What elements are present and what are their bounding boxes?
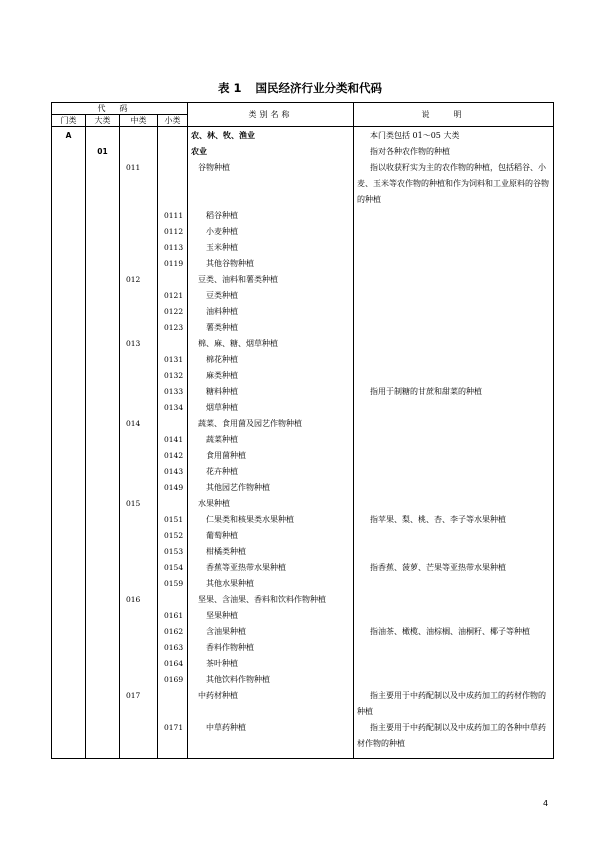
table-row: [52, 368, 554, 384]
cell-category-name: 柑橘类种植: [188, 544, 354, 560]
cell-category-name: 农、林、牧、渔业: [188, 127, 354, 145]
cell-da-code: [86, 400, 120, 416]
cell-category-name: 薯类种植: [188, 320, 354, 336]
cell-xiao-code: 0122: [158, 304, 188, 320]
cell-men-code: [52, 464, 86, 480]
cell-xiao-code: 0171: [158, 720, 188, 759]
cell-zhong-code: 016: [120, 592, 158, 608]
cell-da-code: [86, 288, 120, 304]
cell-men-code: [52, 544, 86, 560]
cell-da-code: [86, 576, 120, 592]
cell-men-code: [52, 256, 86, 272]
cell-zhong-code: [120, 320, 158, 336]
table-row: [52, 720, 554, 759]
cell-description: 指主要用于中药配制以及中成药加工的各种中草药材作物的种植: [354, 720, 554, 759]
cell-zhong-code: [120, 400, 158, 416]
table-body: [52, 127, 554, 759]
table-row: [52, 256, 554, 272]
cell-da-code: [86, 208, 120, 224]
cell-xiao-code: [158, 496, 188, 512]
cell-xiao-code: 0141: [158, 432, 188, 448]
cell-description: 指对各种农作物的种植: [354, 144, 554, 160]
cell-xiao-code: 0161: [158, 608, 188, 624]
cell-xiao-code: 0131: [158, 352, 188, 368]
cell-men-code: [52, 304, 86, 320]
cell-da-code: [86, 544, 120, 560]
cell-zhong-code: 013: [120, 336, 158, 352]
cell-description: 指香蕉、菠萝、芒果等亚热带水果种植: [354, 560, 554, 576]
cell-men-code: [52, 480, 86, 496]
table-row: [52, 432, 554, 448]
cell-description: [354, 272, 554, 288]
cell-men-code: [52, 208, 86, 224]
cell-men-code: [52, 272, 86, 288]
cell-men-code: [52, 448, 86, 464]
header-xiao: 小类: [158, 115, 188, 127]
cell-da-code: [86, 624, 120, 640]
cell-men-code: [52, 560, 86, 576]
table-row: [52, 640, 554, 656]
cell-men-code: [52, 240, 86, 256]
cell-zhong-code: [120, 368, 158, 384]
cell-category-name: 坚果种植: [188, 608, 354, 624]
page-number: 4: [543, 799, 549, 808]
cell-zhong-code: [120, 480, 158, 496]
cell-zhong-code: [120, 640, 158, 656]
cell-zhong-code: [120, 464, 158, 480]
cell-zhong-code: 012: [120, 272, 158, 288]
header-zhong: 中类: [120, 115, 158, 127]
cell-zhong-code: [120, 560, 158, 576]
cell-men-code: [52, 528, 86, 544]
table-row: [52, 320, 554, 336]
cell-xiao-code: 0164: [158, 656, 188, 672]
cell-men-code: [52, 416, 86, 432]
cell-da-code: [86, 560, 120, 576]
cell-description: [354, 544, 554, 560]
cell-description: [354, 416, 554, 432]
cell-da-code: [86, 656, 120, 672]
cell-description: [354, 528, 554, 544]
cell-da-code: [86, 464, 120, 480]
cell-category-name: 谷物种植: [188, 160, 354, 208]
cell-zhong-code: [120, 672, 158, 688]
cell-category-name: 稻谷种植: [188, 208, 354, 224]
cell-zhong-code: [120, 512, 158, 528]
cell-men-code: [52, 432, 86, 448]
cell-men-code: [52, 592, 86, 608]
cell-da-code: [86, 512, 120, 528]
table-row: [52, 544, 554, 560]
cell-men-code: [52, 640, 86, 656]
header-description: 说明: [354, 103, 554, 127]
cell-description: [354, 336, 554, 352]
table-row: [52, 304, 554, 320]
cell-xiao-code: [158, 416, 188, 432]
cell-men-code: [52, 688, 86, 720]
cell-description: [354, 288, 554, 304]
cell-zhong-code: [120, 208, 158, 224]
cell-category-name: 仁果类和核果类水果种植: [188, 512, 354, 528]
cell-category-name: 小麦种植: [188, 224, 354, 240]
cell-zhong-code: [120, 720, 158, 759]
cell-zhong-code: [120, 304, 158, 320]
table-row: [52, 224, 554, 240]
cell-category-name: 香蕉等亚热带水果种植: [188, 560, 354, 576]
table-row: [52, 336, 554, 352]
table-row: [52, 672, 554, 688]
cell-description: 指用于制糖的甘蔗和甜菜的种植: [354, 384, 554, 400]
cell-da-code: [86, 528, 120, 544]
cell-description: [354, 208, 554, 224]
table-row: [52, 528, 554, 544]
cell-da-code: [86, 480, 120, 496]
cell-men-code: [52, 320, 86, 336]
cell-xiao-code: [158, 272, 188, 288]
cell-da-code: [86, 224, 120, 240]
cell-xiao-code: 0163: [158, 640, 188, 656]
table-row: [52, 144, 554, 160]
cell-da-code: [86, 720, 120, 759]
cell-zhong-code: [120, 384, 158, 400]
cell-men-code: [52, 224, 86, 240]
cell-category-name: 含油果种植: [188, 624, 354, 640]
cell-description: [354, 480, 554, 496]
cell-da-code: [86, 448, 120, 464]
cell-xiao-code: [158, 336, 188, 352]
cell-description: [354, 592, 554, 608]
cell-da-code: [86, 608, 120, 624]
cell-zhong-code: 015: [120, 496, 158, 512]
cell-da-code: [86, 496, 120, 512]
cell-men-code: [52, 656, 86, 672]
cell-category-name: 葡萄种植: [188, 528, 354, 544]
cell-description: [354, 400, 554, 416]
cell-da-code: [86, 160, 120, 208]
cell-category-name: 棉、麻、糖、烟草种植: [188, 336, 354, 352]
cell-xiao-code: [158, 127, 188, 145]
header-da: 大类: [86, 115, 120, 127]
cell-xiao-code: 0121: [158, 288, 188, 304]
cell-xiao-code: 0112: [158, 224, 188, 240]
cell-men-code: [52, 336, 86, 352]
cell-men-code: [52, 672, 86, 688]
cell-men-code: [52, 368, 86, 384]
cell-zhong-code: [120, 352, 158, 368]
cell-xiao-code: 0154: [158, 560, 188, 576]
table-number: 表 1: [217, 81, 242, 95]
cell-description: [354, 368, 554, 384]
cell-zhong-code: [120, 576, 158, 592]
cell-zhong-code: [120, 288, 158, 304]
cell-da-code: [86, 240, 120, 256]
cell-category-name: 农业: [188, 144, 354, 160]
cell-xiao-code: 0132: [158, 368, 188, 384]
cell-description: 指以收获籽实为主的农作物的种植，包括稻谷、小麦、玉米等农作物的种植和作为饲料和工业原料的谷物的种植: [354, 160, 554, 208]
cell-men-code: [52, 608, 86, 624]
cell-category-name: 坚果、含油果、香料和饮料作物种植: [188, 592, 354, 608]
cell-zhong-code: [120, 544, 158, 560]
cell-category-name: 麻类种植: [188, 368, 354, 384]
table-row: [52, 560, 554, 576]
cell-da-code: [86, 672, 120, 688]
table-row: [52, 416, 554, 432]
cell-men-code: [52, 352, 86, 368]
cell-xiao-code: [158, 144, 188, 160]
cell-xiao-code: 0143: [158, 464, 188, 480]
cell-category-name: 蔬菜、食用菌及园艺作物种植: [188, 416, 354, 432]
cell-xiao-code: 0133: [158, 384, 188, 400]
table-row: [52, 240, 554, 256]
cell-category-name: 花卉种植: [188, 464, 354, 480]
table-row: [52, 624, 554, 640]
cell-men-code: [52, 384, 86, 400]
cell-category-name: 其他园艺作物种植: [188, 480, 354, 496]
cell-category-name: 豆类种植: [188, 288, 354, 304]
cell-category-name: 水果种植: [188, 496, 354, 512]
cell-xiao-code: 0152: [158, 528, 188, 544]
cell-category-name: 其他饮料作物种植: [188, 672, 354, 688]
table-row: [52, 400, 554, 416]
cell-xiao-code: 0134: [158, 400, 188, 416]
cell-men-code: [52, 160, 86, 208]
table-row: [52, 127, 554, 145]
cell-zhong-code: [120, 127, 158, 145]
cell-zhong-code: [120, 528, 158, 544]
industry-classification-table: [51, 102, 554, 759]
cell-da-code: [86, 336, 120, 352]
cell-description: [354, 304, 554, 320]
cell-xiao-code: 0123: [158, 320, 188, 336]
table-row: [52, 448, 554, 464]
cell-description: [354, 256, 554, 272]
table-row: [52, 352, 554, 368]
cell-description: 指油茶、橄榄、油棕榈、油桐籽、椰子等种植: [354, 624, 554, 640]
cell-description: [354, 496, 554, 512]
cell-da-code: [86, 384, 120, 400]
cell-da-code: [86, 320, 120, 336]
cell-xiao-code: [158, 160, 188, 208]
cell-description: [354, 464, 554, 480]
cell-xiao-code: 0159: [158, 576, 188, 592]
cell-zhong-code: [120, 144, 158, 160]
cell-description: [354, 240, 554, 256]
cell-men-code: [52, 288, 86, 304]
table-row: [52, 496, 554, 512]
cell-description: [354, 608, 554, 624]
cell-zhong-code: 017: [120, 688, 158, 720]
cell-men-code: A: [52, 127, 86, 145]
cell-description: 指苹果、梨、桃、杏、李子等水果种植: [354, 512, 554, 528]
cell-xiao-code: [158, 592, 188, 608]
cell-xiao-code: 0169: [158, 672, 188, 688]
cell-zhong-code: [120, 432, 158, 448]
cell-da-code: 01: [86, 144, 120, 160]
cell-category-name: 食用菌种植: [188, 448, 354, 464]
cell-zhong-code: 014: [120, 416, 158, 432]
cell-men-code: [52, 496, 86, 512]
table-row: [52, 576, 554, 592]
table-row: [52, 656, 554, 672]
cell-description: [354, 448, 554, 464]
cell-category-name: 茶叶种植: [188, 656, 354, 672]
cell-da-code: [86, 640, 120, 656]
cell-men-code: [52, 720, 86, 759]
cell-category-name: 油料种植: [188, 304, 354, 320]
cell-da-code: [86, 368, 120, 384]
cell-xiao-code: 0153: [158, 544, 188, 560]
cell-category-name: 糖料种植: [188, 384, 354, 400]
cell-xiao-code: 0113: [158, 240, 188, 256]
cell-category-name: 棉花种植: [188, 352, 354, 368]
cell-da-code: [86, 127, 120, 145]
table-title-text: 国民经济行业分类和代码: [255, 81, 383, 95]
cell-description: 本门类包括 01～05 大类: [354, 127, 554, 145]
cell-description: [354, 640, 554, 656]
cell-category-name: 中药材种植: [188, 688, 354, 720]
table-row: [52, 608, 554, 624]
cell-description: [354, 672, 554, 688]
cell-xiao-code: 0111: [158, 208, 188, 224]
table-row: [52, 480, 554, 496]
cell-zhong-code: [120, 240, 158, 256]
table-row: [52, 272, 554, 288]
table-title: [0, 80, 600, 96]
cell-category-name: 蔬菜种植: [188, 432, 354, 448]
table-row: [52, 688, 554, 720]
cell-zhong-code: [120, 448, 158, 464]
cell-men-code: [52, 576, 86, 592]
cell-xiao-code: 0142: [158, 448, 188, 464]
cell-category-name: 豆类、油料和薯类种植: [188, 272, 354, 288]
cell-category-name: 香料作物种植: [188, 640, 354, 656]
cell-xiao-code: [158, 688, 188, 720]
cell-xiao-code: 0162: [158, 624, 188, 640]
cell-xiao-code: 0151: [158, 512, 188, 528]
header-men: 门类: [52, 115, 86, 127]
cell-description: 指主要用于中药配制以及中成药加工的药材作物的种植: [354, 688, 554, 720]
cell-zhong-code: [120, 256, 158, 272]
cell-da-code: [86, 352, 120, 368]
table-row: [52, 160, 554, 208]
table-row: [52, 592, 554, 608]
cell-da-code: [86, 688, 120, 720]
cell-description: [354, 352, 554, 368]
cell-description: [354, 224, 554, 240]
cell-da-code: [86, 592, 120, 608]
cell-men-code: [52, 144, 86, 160]
cell-xiao-code: 0149: [158, 480, 188, 496]
cell-da-code: [86, 416, 120, 432]
cell-description: [354, 576, 554, 592]
cell-da-code: [86, 256, 120, 272]
cell-xiao-code: 0119: [158, 256, 188, 272]
cell-zhong-code: [120, 224, 158, 240]
cell-description: [354, 320, 554, 336]
cell-description: [354, 432, 554, 448]
table-row: [52, 288, 554, 304]
cell-zhong-code: [120, 624, 158, 640]
cell-description: [354, 656, 554, 672]
table-row: [52, 384, 554, 400]
cell-men-code: [52, 400, 86, 416]
header-category-name: 类别名称: [188, 103, 354, 127]
cell-category-name: 烟草种植: [188, 400, 354, 416]
cell-category-name: 中草药种植: [188, 720, 354, 759]
cell-category-name: 玉米种植: [188, 240, 354, 256]
cell-zhong-code: [120, 656, 158, 672]
cell-zhong-code: [120, 608, 158, 624]
table-row: [52, 208, 554, 224]
cell-zhong-code: 011: [120, 160, 158, 208]
cell-category-name: 其他水果种植: [188, 576, 354, 592]
table-row: [52, 512, 554, 528]
cell-da-code: [86, 432, 120, 448]
cell-men-code: [52, 512, 86, 528]
header-code: 代码: [52, 103, 188, 115]
cell-men-code: [52, 624, 86, 640]
cell-category-name: 其他谷物种植: [188, 256, 354, 272]
cell-da-code: [86, 272, 120, 288]
table-row: [52, 464, 554, 480]
cell-da-code: [86, 304, 120, 320]
